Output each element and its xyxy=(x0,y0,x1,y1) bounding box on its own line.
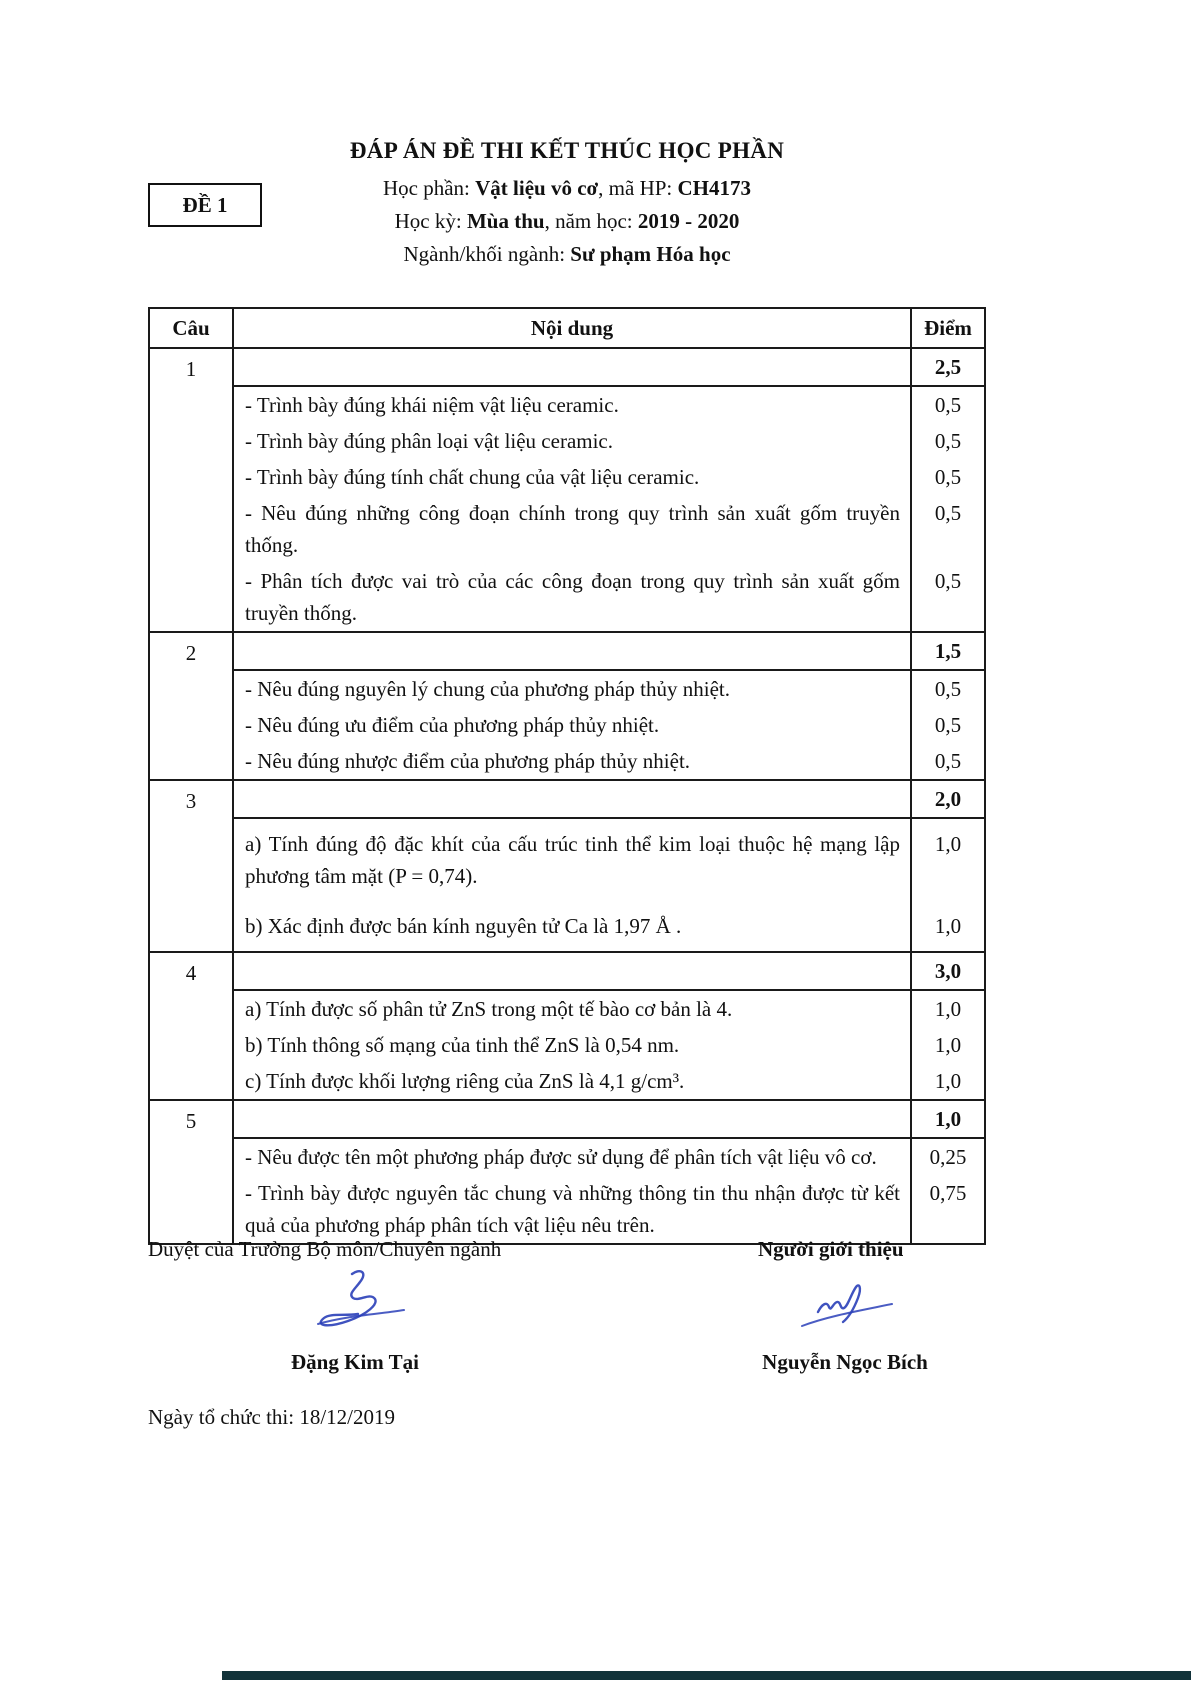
course-info-line xyxy=(148,205,986,238)
answer-item-row xyxy=(149,1027,985,1063)
info-label: , mã HP: xyxy=(598,176,678,200)
answer-score-cell: 0,25 xyxy=(911,1138,985,1175)
question-header-row xyxy=(149,632,985,670)
answer-score-cell: 1,0 xyxy=(911,1063,985,1100)
answer-score-cell: 0,5 xyxy=(911,707,985,743)
answer-score-cell: 0,5 xyxy=(911,423,985,459)
answer-text-cell: - Nêu đúng ưu điểm của phương pháp thủy nhiệt. xyxy=(233,707,911,743)
signature-left xyxy=(300,1268,430,1345)
answer-text-cell: c) Tính được khối lượng riêng của ZnS là 4,1 g/cm³. xyxy=(233,1063,911,1100)
info-label: Học phần: xyxy=(382,176,476,200)
question-total-score-cell: 2,5 xyxy=(911,348,985,386)
answer-item-row xyxy=(149,1175,985,1244)
course-info-line xyxy=(148,238,986,271)
answer-item-row xyxy=(149,818,985,901)
question-header-row xyxy=(149,780,985,818)
answer-text-cell: - Trình bày đúng tính chất chung của vật liệu ceramic. xyxy=(233,459,911,495)
answer-item-row xyxy=(149,563,985,632)
answer-text-cell: - Trình bày đúng phân loại vật liệu ceramic. xyxy=(233,423,911,459)
approver-title: Duyệt của Trưởng Bộ môn/Chuyên ngành xyxy=(148,1237,502,1261)
answer-score-cell: 0,75 xyxy=(911,1175,985,1244)
info-value: Sư phạm Hóa học xyxy=(570,242,731,266)
question-number-cell: 5 xyxy=(149,1100,233,1244)
answer-text-cell: a) Tính đúng độ đặc khít của cấu trúc tinh thể kim loại thuộc hệ mạng lập phương tâm mặt (P = 0,74). xyxy=(233,818,911,901)
answer-score-cell: 0,5 xyxy=(911,386,985,423)
column-header-diem: Điểm xyxy=(911,308,985,348)
document-header xyxy=(148,138,986,271)
exam-code-box: ĐỀ 1 xyxy=(148,183,262,227)
question-header-blank-cell xyxy=(233,952,911,990)
answer-text-cell: - Nêu đúng nguyên lý chung của phương pháp thủy nhiệt. xyxy=(233,670,911,707)
scan-edge-artifact xyxy=(222,1671,1191,1680)
answer-score-cell: 0,5 xyxy=(911,563,985,632)
approver-name: Đặng Kim Tại xyxy=(291,1350,419,1374)
question-header-row xyxy=(149,348,985,386)
answer-text-cell: - Trình bày được nguyên tắc chung và những thông tin thu nhận được từ kết quả của phương pháp phân tích vật liệu nêu trên. xyxy=(233,1175,911,1244)
answer-item-row xyxy=(149,495,985,563)
question-number-cell: 1 xyxy=(149,348,233,632)
question-total-score-cell: 1,0 xyxy=(911,1100,985,1138)
page-title: ĐÁP ÁN ĐỀ THI KẾT THÚC HỌC PHẦN xyxy=(349,138,785,163)
info-value: 2019 - 2020 xyxy=(637,209,740,233)
introducer-title: Người giới thiệu xyxy=(758,1237,904,1261)
answer-text-cell: a) Tính được số phân tử ZnS trong một tế bào cơ bản là 4. xyxy=(233,990,911,1027)
answer-score-cell: 0,5 xyxy=(911,743,985,780)
column-header-noidung: Nội dung xyxy=(233,308,911,348)
question-total-score-cell: 3,0 xyxy=(911,952,985,990)
course-info-lines xyxy=(148,172,986,271)
answer-text-cell: - Nêu đúng những công đoạn chính trong quy trình sản xuất gốm truyền thống. xyxy=(233,495,911,563)
answer-score-cell: 1,0 xyxy=(911,818,985,901)
answer-score-cell: 1,0 xyxy=(911,901,985,952)
info-value: Vật liệu vô cơ xyxy=(475,176,599,200)
info-value: Mùa thu xyxy=(466,209,545,233)
answer-item-row xyxy=(149,990,985,1027)
question-header-blank-cell xyxy=(233,632,911,670)
answer-item-row xyxy=(149,670,985,707)
answer-key-table xyxy=(148,307,986,1245)
exam-date-line: Ngày tổ chức thi: 18/12/2019 xyxy=(148,1405,396,1429)
answer-score-cell: 0,5 xyxy=(911,459,985,495)
table-header-row xyxy=(149,308,985,348)
info-label: Ngành/khối ngành: xyxy=(403,242,571,266)
answer-text-cell: b) Xác định được bán kính nguyên tử Ca là 1,97 Å . xyxy=(233,901,911,952)
question-number-cell: 3 xyxy=(149,780,233,952)
column-header-cau: Câu xyxy=(149,308,233,348)
question-header-row xyxy=(149,1100,985,1138)
answer-score-cell: 0,5 xyxy=(911,495,985,563)
question-number-cell: 2 xyxy=(149,632,233,780)
answer-score-cell: 1,0 xyxy=(911,990,985,1027)
question-total-score-cell: 2,0 xyxy=(911,780,985,818)
introducer-name: Nguyễn Ngọc Bích xyxy=(762,1350,928,1374)
answer-text-cell: - Nêu đúng nhược điểm của phương pháp thủy nhiệt. xyxy=(233,743,911,780)
answer-item-row xyxy=(149,901,985,952)
question-header-row xyxy=(149,952,985,990)
answer-text-cell: - Trình bày đúng khái niệm vật liệu ceramic. xyxy=(233,386,911,423)
info-label: Học kỳ: xyxy=(394,209,467,233)
answer-text-cell: - Nêu được tên một phương pháp được sử dụng để phân tích vật liệu vô cơ. xyxy=(233,1138,911,1175)
answer-item-row xyxy=(149,1063,985,1100)
question-header-blank-cell xyxy=(233,780,911,818)
answer-item-row xyxy=(149,423,985,459)
signature-right xyxy=(788,1278,908,1345)
answer-text-cell: - Phân tích được vai trò của các công đoạn trong quy trình sản xuất gốm truyền thống. xyxy=(233,563,911,632)
question-header-blank-cell xyxy=(233,1100,911,1138)
answer-score-cell: 1,0 xyxy=(911,1027,985,1063)
question-header-blank-cell xyxy=(233,348,911,386)
question-total-score-cell: 1,5 xyxy=(911,632,985,670)
answer-text-cell: b) Tính thông số mạng của tinh thể ZnS là 0,54 nm. xyxy=(233,1027,911,1063)
info-value: CH4173 xyxy=(677,176,752,200)
answer-item-row xyxy=(149,707,985,743)
info-label: , năm học: xyxy=(544,209,638,233)
answer-item-row xyxy=(149,386,985,423)
question-number-cell: 4 xyxy=(149,952,233,1100)
answer-item-row xyxy=(149,459,985,495)
answer-item-row xyxy=(149,1138,985,1175)
answer-score-cell: 0,5 xyxy=(911,670,985,707)
course-info-line xyxy=(148,172,986,205)
answer-item-row xyxy=(149,743,985,780)
